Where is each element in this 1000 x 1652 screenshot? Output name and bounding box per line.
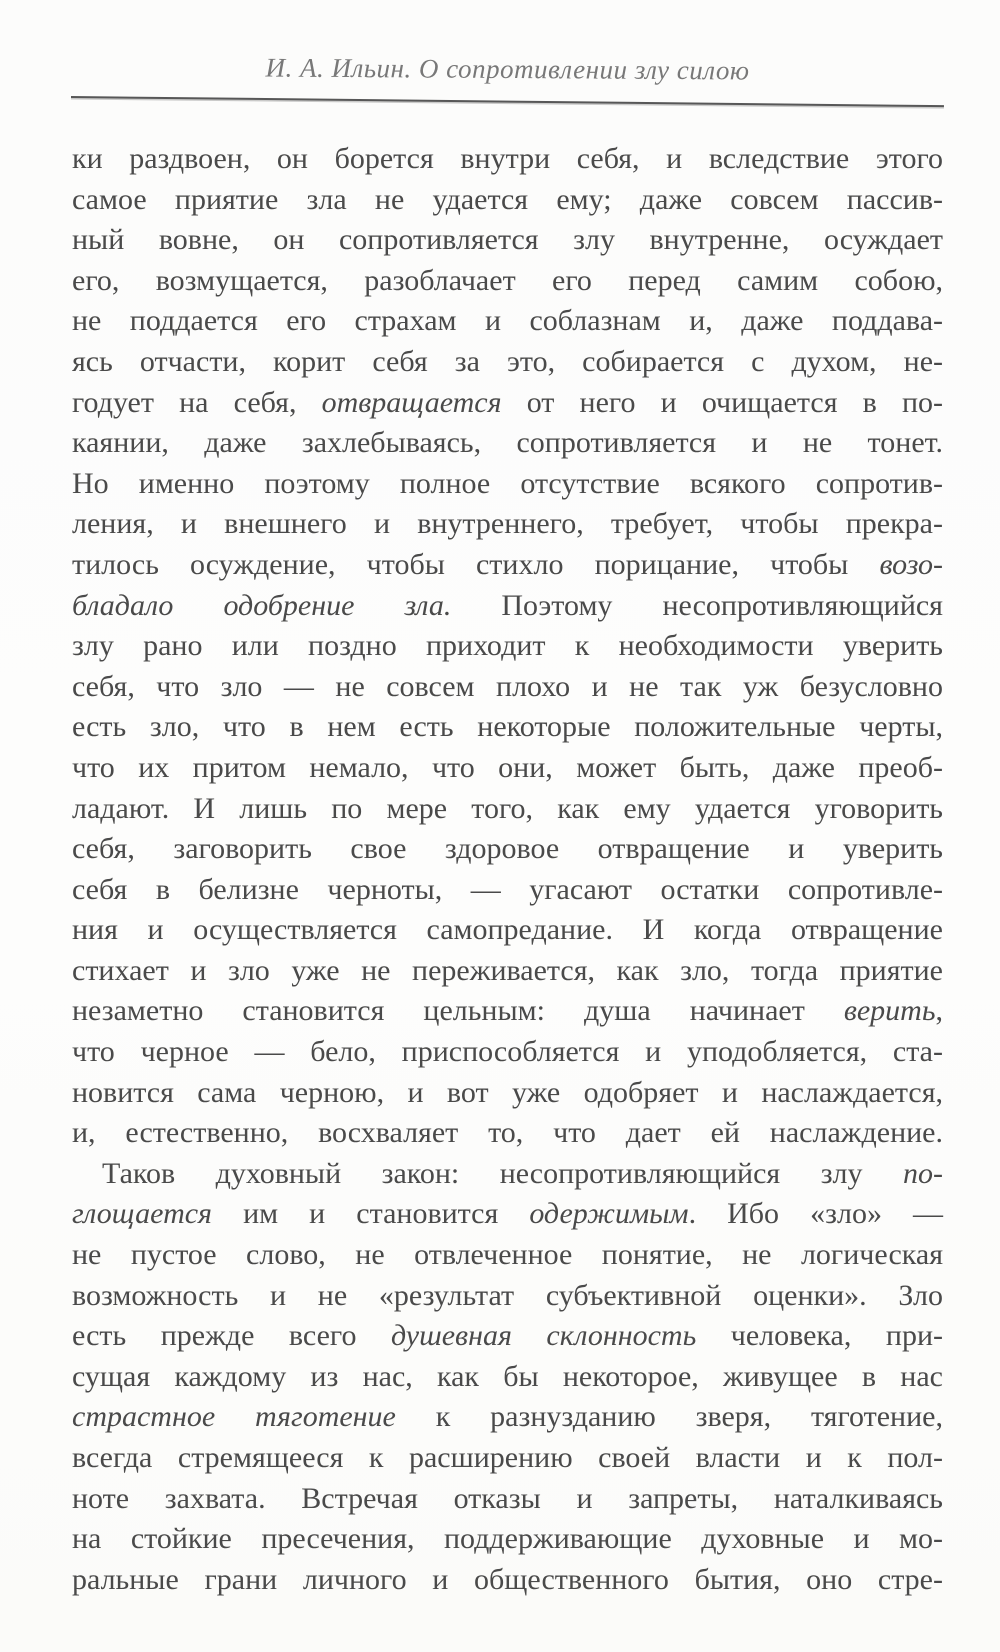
text-line-p2-7 <box>72 1397 943 1438</box>
text-segment: , <box>935 994 943 1028</box>
text-segment: себя, что зло — не совсем плохо и не так уж безусловно <box>72 669 943 703</box>
text-segment: себя, заговорить свое здоровое отвращение и уверить <box>72 832 943 866</box>
text-segment: от него и очищается в по- <box>501 385 943 419</box>
text-line-p1-19 <box>72 870 943 911</box>
text-line-p1-1 <box>72 139 943 180</box>
text-segment: . Ибо «зло» — <box>688 1197 943 1231</box>
text-segment: тилось осуждение, чтобы стихло порицание, чтобы <box>72 547 880 581</box>
text-line-p2-1 <box>72 1154 943 1195</box>
body-text-block <box>72 139 943 1600</box>
text-line-p1-6 <box>72 342 943 383</box>
text-line-p1-3 <box>72 220 943 261</box>
text-segment: ния и осуществляется самопредание. И когда отвращение <box>72 913 943 947</box>
italic-text-segment: отвращается <box>321 385 502 419</box>
text-line-p2-4 <box>72 1276 943 1317</box>
text-segment: сущая каждому из нас, как бы некоторое, живущее в нас <box>72 1359 943 1393</box>
text-line-p1-9 <box>72 464 943 505</box>
text-line-p1-13 <box>72 626 943 667</box>
text-segment: к разнузданию зверя, тяготение, <box>395 1400 943 1434</box>
text-segment: незаметно становится цельным: душа начинает <box>72 994 844 1028</box>
text-segment: человека, при- <box>696 1319 943 1353</box>
italic-text-segment: по- <box>903 1156 943 1190</box>
italic-text-segment: одержимым <box>529 1197 689 1231</box>
text-segment: стихает и зло уже не переживается, как зло, тогда приятие <box>72 953 943 987</box>
text-line-p1-23 <box>72 1032 943 1073</box>
text-segment: самое приятие зла не удается ему; даже совсем пассив- <box>72 182 943 216</box>
text-segment: Таков духовный закон: несопротивляющийся злу <box>102 1156 903 1190</box>
text-line-p2-5 <box>72 1316 943 1357</box>
text-line-p1-20 <box>72 910 943 951</box>
italic-text-segment: душевная склонность <box>390 1319 697 1353</box>
text-line-p1-14 <box>72 667 943 708</box>
text-line-p1-8 <box>72 423 943 464</box>
text-segment: злу рано или поздно приходит к необходимости уверить <box>72 629 943 663</box>
text-segment: что черное — бело, приспособляется и уподобляется, ста- <box>72 1035 943 1069</box>
text-segment: им и становится <box>212 1197 530 1231</box>
text-segment: Поэтому несопротивляющийся <box>451 588 943 622</box>
text-line-p1-2 <box>72 180 943 221</box>
text-line-p1-7 <box>72 383 943 424</box>
text-segment: есть прежде всего <box>72 1319 391 1353</box>
text-segment: не поддается его страхам и соблазнам и, даже поддава- <box>72 304 943 338</box>
text-line-p1-25 <box>72 1113 943 1154</box>
text-segment: ки раздвоен, он борется внутри себя, и вследствие этого <box>72 142 943 175</box>
text-segment: ладают. И лишь по мере того, как ему удается уговорить <box>72 791 943 825</box>
text-line-p1-4 <box>72 261 943 302</box>
text-line-p2-2 <box>72 1194 943 1235</box>
text-segment: Но именно поэтому полное отсутствие всякого сопротив- <box>72 466 943 500</box>
text-line-p1-5 <box>72 301 943 342</box>
header-rule <box>71 96 944 107</box>
text-line-p1-17 <box>72 789 943 830</box>
text-segment: ясь отчасти, корит себя за это, собирается с духом, не- <box>72 344 943 378</box>
text-line-p2-9 <box>72 1479 943 1520</box>
text-segment: себя в белизне черноты, — угасают остатки сопротивле- <box>72 872 943 906</box>
italic-text-segment: страстное тяготение <box>72 1400 396 1434</box>
text-line-p2-11 <box>72 1560 943 1601</box>
text-segment: ный вовне, он сопротивляется злу внутренне, осуждает <box>72 223 943 257</box>
text-segment: его, возмущается, разоблачает его перед самим собою, <box>72 263 943 297</box>
text-line-p1-18 <box>72 829 943 870</box>
text-segment: каянии, даже захлебываясь, сопротивляется и не тонет. <box>72 426 943 460</box>
text-line-p1-12 <box>72 586 943 627</box>
italic-text-segment: глощается <box>72 1197 212 1231</box>
italic-text-segment: бладало одобрение зла. <box>72 588 452 622</box>
running-header-title: И. А. Ильин. О сопротивлении злу силою <box>265 52 750 86</box>
text-segment: возможность и не «результат субъективной оценки». Зло <box>72 1278 943 1312</box>
text-segment: что их притом немало, что они, может быть, даже преоб- <box>72 750 943 784</box>
text-segment: и, естественно, восхваляет то, что дает ей наслаждение. <box>72 1116 943 1150</box>
text-segment: ноте захвата. Встречая отказы и запреты, наталкиваясь <box>72 1481 943 1515</box>
text-line-p2-6 <box>72 1357 943 1398</box>
text-line-p2-3 <box>72 1235 943 1276</box>
text-line-p1-15 <box>72 707 943 748</box>
text-line-p1-21 <box>72 951 943 992</box>
text-line-p1-10 <box>72 504 943 545</box>
text-line-p1-16 <box>72 748 943 789</box>
text-line-p2-10 <box>72 1519 943 1560</box>
text-line-p2-8 <box>72 1438 943 1479</box>
text-segment: ления, и внешнего и внутреннего, требует, чтобы прекра- <box>72 507 943 541</box>
italic-text-segment: возо- <box>879 547 943 581</box>
text-line-p1-11 <box>72 545 943 586</box>
text-segment: ральные грани личного и общественного бытия, оно стре- <box>72 1562 943 1596</box>
text-segment: всегда стремящееся к расширению своей власти и к пол- <box>72 1441 943 1474</box>
text-segment: новится сама черною, и вот уже одобряет и наслаждается, <box>72 1075 943 1109</box>
text-segment: есть зло, что в нем есть некоторые положительные черты, <box>72 710 943 744</box>
text-segment: годует на себя, <box>72 385 322 419</box>
italic-text-segment: верить <box>843 994 936 1028</box>
text-segment: на стойкие пресечения, поддерживающие духовные и мо- <box>72 1522 943 1556</box>
text-segment: не пустое слово, не отвлеченное понятие, не логическая <box>72 1238 943 1272</box>
text-line-p1-24 <box>72 1073 943 1114</box>
text-line-p1-22 <box>72 991 943 1032</box>
